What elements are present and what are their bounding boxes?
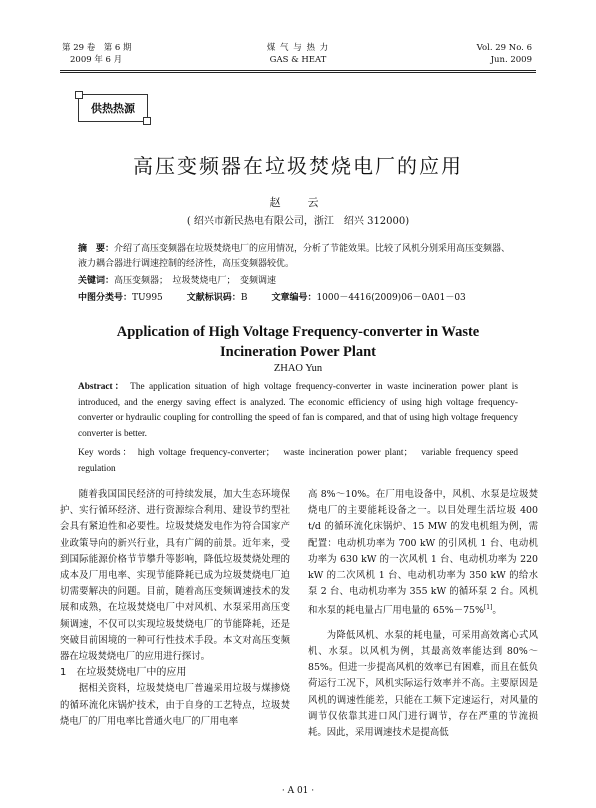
cn-keywords-text: 高压变频器； 垃圾焚烧电厂； 变频调速 — [114, 276, 277, 286]
body-column-right — [308, 487, 538, 741]
section-heading: 1 在垃圾焚烧电厂中的应用 — [60, 667, 187, 679]
en-abstract-label: Abstract： — [78, 382, 126, 392]
header-volume-cn: 第 29 卷 第 6 期 — [62, 43, 132, 53]
en-title-line2: Incineration Power Plant — [220, 344, 376, 360]
cn-abstract — [78, 242, 518, 272]
body-column-left — [60, 487, 290, 730]
en-author: ZHAO Yun — [273, 363, 323, 374]
header-journal-en: GAS & HEAT — [269, 55, 327, 65]
header-date-en: Jun. 2009 — [490, 55, 532, 65]
reference-marker[interactable]: [1] — [483, 604, 493, 612]
en-keywords-label: Key words： — [78, 448, 134, 458]
header-date-cn: 2009 年 6 月 — [70, 55, 123, 65]
header-volume-en: Vol. 29 No. 6 — [476, 43, 532, 53]
cn-author: 赵 云 — [269, 196, 327, 209]
section-tag: 供热热源 — [78, 94, 148, 122]
body-text: 高 8%～10%。在厂用电设备中，风机、水泵是垃圾焚烧电厂的主要能耗设备之一。以目处理生活垃圾 400 t/d 的循环流化床锅炉、15 MW 的发电机组为例，需配置：电动机功率为 700 kW 的引风机 1 台、电动机功率为 630 kW 的一次风机 1 台、电动机功率为 220 kW 的二次风机 1 台、电动机功率为 350 kW 的给水泵 2 台、电动机功率为 355 kW 的循环泵 2 台。风机和水泵的耗电量占厂用电量的 65%－75% — [308, 489, 538, 617]
clc-label: 中图分类号： — [78, 293, 133, 303]
clc-value: TU995 — [132, 293, 163, 303]
article-id-label: 文章编号： — [271, 293, 317, 303]
body-paragraph — [308, 487, 538, 620]
article-id-value: 1000－4416(2009)06－0A01－03 — [316, 293, 466, 303]
en-keywords — [78, 446, 518, 477]
doc-code-label: 文献标识码： — [186, 293, 241, 303]
header-rule — [60, 70, 536, 71]
cn-keywords-label: 关键词： — [78, 276, 115, 286]
body-text-end: 。 — [492, 605, 502, 617]
en-abstract-text: The application situation of high voltage frequency-converter in waste incineration power plant is introduced, and the energy saving effect is analyzed. The economic efficiency of using high voltage frequency-converter or hydraulic coupling for controlling the speed of fan is compared, and that of using high voltage frequency converter is better. — [78, 382, 518, 439]
cn-keywords — [78, 274, 518, 289]
body-paragraph: 随着我国国民经济的可持续发展，加大生态环境保护、实行循环经济、进行资源综合利用、建设节约型社会具有紧迫性和必要性。垃圾焚烧发电作为符合国家产业政策导向的新兴行业，具有广阔的前景。近年来，受到国际能源价格节节攀升等影响，降低垃圾焚烧处理的成本及厂用电率、实现节能降耗已成为垃圾焚烧电厂迫切需要解决的问题。目前，随着高压变频调速技术的发展和成熟，在垃圾焚烧电厂中对风机、水泵采用高压变频调速，不仅可以实现垃圾焚烧电厂的节能降耗，还是突破目前困境的一种可行性技术手段。本文对高压变频器在垃圾焚烧电厂的应用进行探讨。 — [60, 489, 290, 663]
doc-code-value: B — [240, 293, 248, 303]
cn-abstract-label: 摘 要： — [78, 244, 115, 254]
en-title — [0, 322, 596, 362]
header-right — [477, 42, 532, 66]
header-journal-cn: 煤 气 与 热 力 — [266, 43, 330, 53]
cn-abstract-text: 介绍了高压变频器在垃圾焚烧电厂的应用情况，分析了节能效果。比较了风机分别采用高压变频器、液力耦合器进行调速控制的经济性，高压变频器较优。 — [78, 244, 511, 269]
body-paragraph: 为降低风机、水泵的耗电量，可采用高效离心式风机、水泵。以风机为例，其最高效率能达到 80%～85%。但进一步提高风机的效率已有困难，而且在低负荷运行工况下，风机实际运行效率并不高。主要原因是风机的调速性能差，只能在工频下定速运行，对风量的调节仅依靠其进口风门进行调节，存在严重的节流损耗。因此，采用调速技术是提高低 — [308, 629, 538, 738]
en-abstract — [78, 380, 518, 442]
page-number: · A 01 · — [281, 786, 315, 796]
body-paragraph: 据相关资料，垃圾焚烧电厂普遍采用垃圾与煤掺烧的循环流化床锅炉技术，由于自身的工艺特点，垃圾焚烧电厂的厂用电率比普通火电厂的厂用电率 — [60, 683, 290, 727]
en-keywords-text: high voltage frequency-converter； waste incineration power plant； variable frequency speed regulation — [78, 448, 518, 474]
cn-affiliation: ( 绍兴市新民热电有限公司，浙江 绍兴 312000) — [186, 216, 410, 227]
cn-meta — [78, 291, 518, 306]
en-title-line1: Application of High Voltage Frequency-converter in Waste — [116, 324, 480, 340]
header-rule-thin — [60, 72, 536, 73]
cn-title: 高压变频器在垃圾焚烧电厂的应用 — [133, 154, 463, 178]
